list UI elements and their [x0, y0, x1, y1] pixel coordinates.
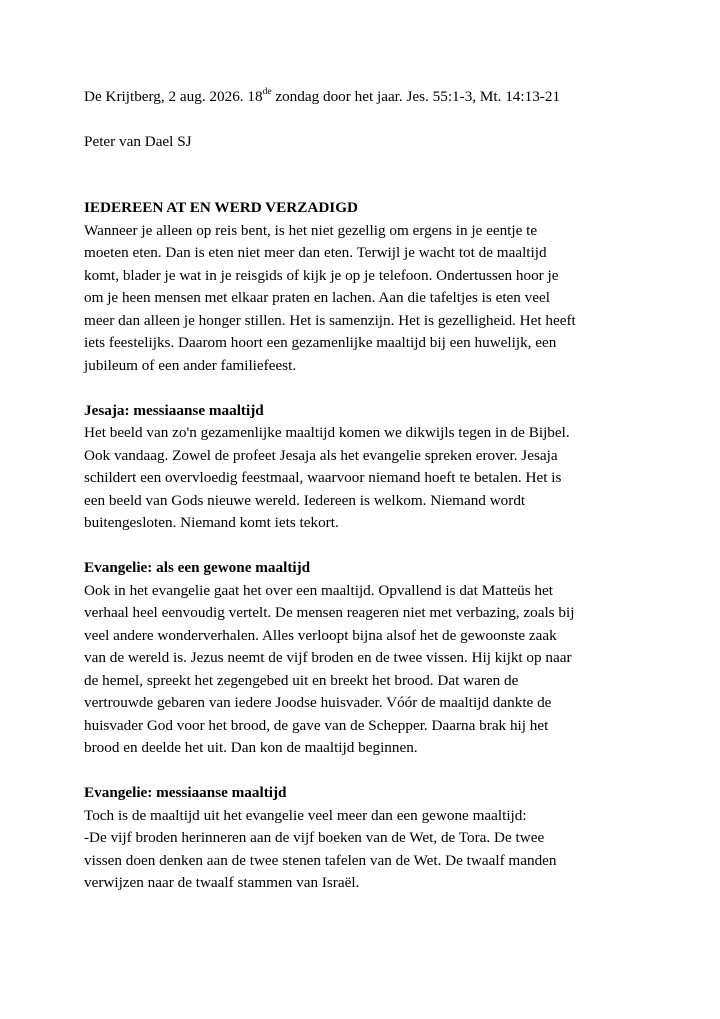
paragraph-line: iets feestelijks. Daarom hoort een gezamenlijke maaltijd bij een huwelijk, een: [84, 334, 557, 351]
section-messiaanse-maaltijd: [84, 782, 644, 895]
paragraph-line: verwijzen naar de twaalf stammen van Israël.: [84, 874, 360, 891]
paragraph-line: veel andere wonderverhalen. Alles verloopt bijna alsof het de gewoonste zaak: [84, 626, 557, 644]
paragraph-line: een beeld van Gods nieuwe wereld. Iedereen is welkom. Niemand wordt: [84, 491, 526, 509]
paragraph-line: verhaal heel eenvoudig vertelt. De mensen reageren niet met verbazing, zoals bij: [84, 604, 575, 621]
section-intro: [84, 197, 644, 377]
paragraph-line: brood en deelde het uit. Dan kon de maaltijd beginnen.: [84, 739, 418, 756]
paragraph-line: -De vijf broden herinneren aan de vijf boeken van de Wet, de Tora. De twee: [84, 829, 545, 846]
section-heading: Evangelie: als een gewone maaltijd: [84, 559, 311, 576]
service-info-pre: De Krijtberg, 2 aug. 2026. 18: [84, 88, 263, 105]
paragraph-line: om je heen mensen met elkaar praten en lachen. Aan die tafeltjes is eten veel: [84, 289, 550, 306]
paragraph-line: buitengesloten. Niemand komt iets tekort.: [84, 514, 339, 531]
ordinal-suffix: de: [262, 86, 272, 97]
paragraph-line: meer dan alleen je honger stillen. Het is samenzijn. Het is gezelligheid. Het heeft: [84, 311, 576, 329]
sermon-title: IEDEREEN AT EN WERD VERZADIGD: [84, 199, 359, 216]
service-info-line: [84, 86, 644, 109]
paragraph-line: komt, blader je wat in je reisgids of kijk je op je telefoon. Ondertussen hoor je: [84, 266, 559, 284]
paragraph-line: van de wereld is. Jezus neemt de vijf broden en de twee vissen. Hij kijkt op naar: [84, 649, 572, 666]
paragraph-line: moeten eten. Dan is eten niet meer dan eten. Terwijl je wacht tot de maaltijd: [84, 244, 547, 261]
paragraph-line: vertrouwde gebaren van iedere Joodse huisvader. Vóór de maaltijd dankte de: [84, 694, 552, 711]
paragraph-line: Het beeld van zo'n gezamenlijke maaltijd komen we dikwijls tegen in de Bijbel.: [84, 424, 570, 441]
section-jesaja: [84, 400, 644, 535]
paragraph-line: schildert een overvloedig feestmaal, waarvoor niemand hoeft te betalen. Het is: [84, 469, 562, 486]
paragraph-line: Wanneer je alleen op reis bent, is het niet gezellig om ergens in je eentje te: [84, 221, 538, 239]
service-info-post: zondag door het jaar. Jes. 55:1-3, Mt. 14:13-21: [271, 88, 561, 105]
paragraph-line: Toch is de maaltijd uit het evangelie veel meer dan een gewone maaltijd:: [84, 806, 527, 824]
section-gewone-maaltijd: [84, 557, 644, 760]
paragraph-line: Ook vandaag. Zowel de profeet Jesaja als het evangelie spreken erover. Jesaja: [84, 446, 558, 464]
paragraph-line: Ook in het evangelie gaat het over een maaltijd. Opvallend is dat Matteüs het: [84, 581, 553, 599]
paragraph-line: vissen doen denken aan de twee stenen tafelen van de Wet. De twaalf manden: [84, 851, 557, 869]
document-page: [84, 86, 644, 917]
paragraph-line: huisvader God voor het brood, de gave van de Schepper. Daarna brak hij het: [84, 716, 549, 734]
section-heading: Evangelie: messiaanse maaltijd: [84, 784, 287, 801]
paragraph-line: de hemel, spreekt het zegengebed uit en breekt het brood. Dat waren de: [84, 671, 519, 689]
paragraph-line: jubileum of een ander familiefeest.: [84, 356, 297, 374]
section-heading: Jesaja: messiaanse maaltijd: [84, 401, 264, 419]
author-name: Peter van Dael SJ: [84, 132, 192, 150]
